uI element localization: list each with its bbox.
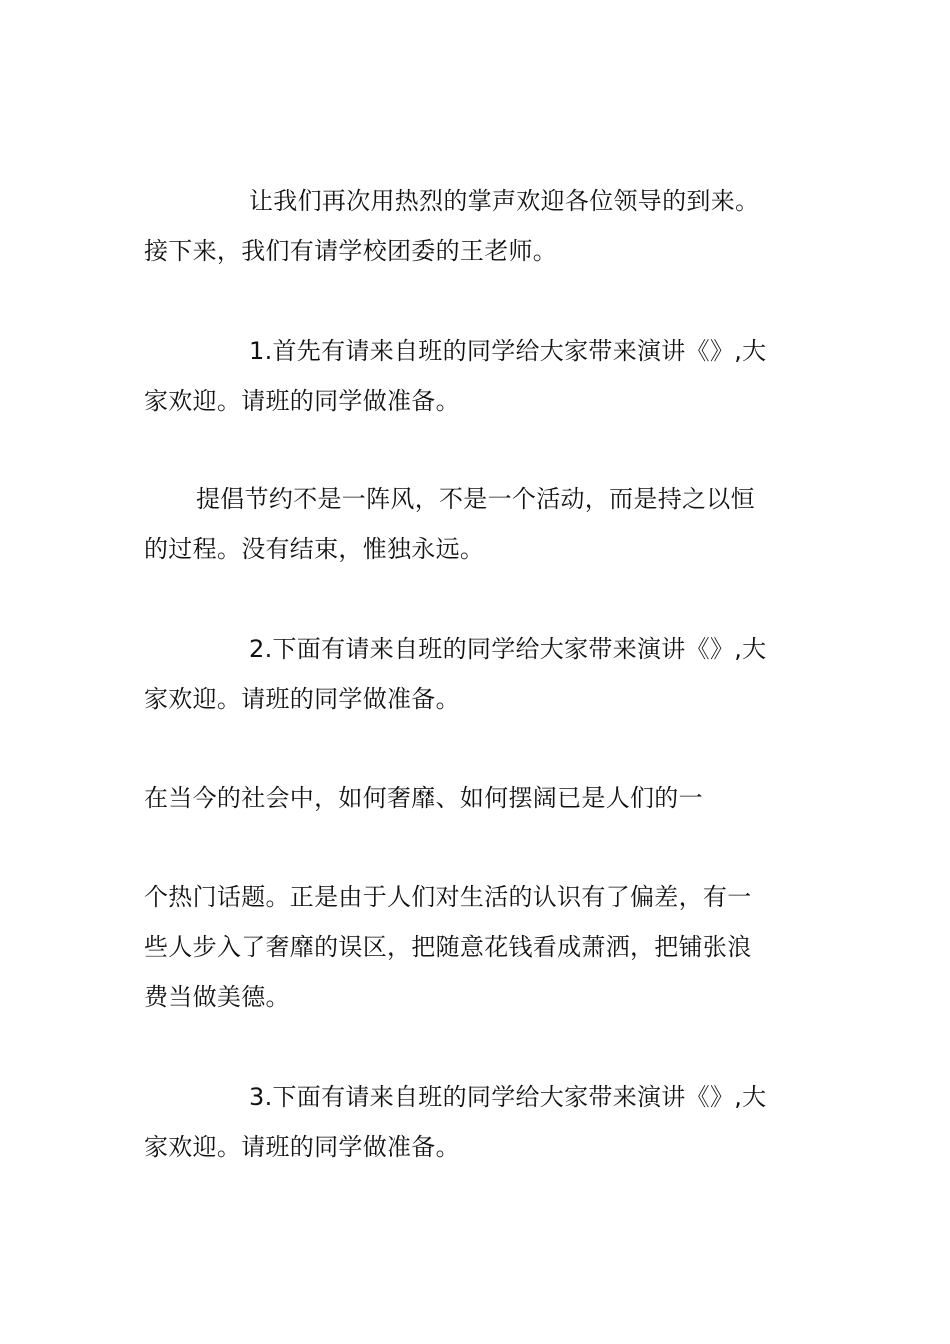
paragraph-6-line-2: 些人步入了奢靡的误区，把随意花钱看成萧洒，把铺张浪 [144, 933, 752, 961]
paragraph-4-line-1: 2.下面有请来自班的同学给大家带来演讲《》,大 [249, 635, 767, 663]
paragraph-7-line-2: 家欢迎。请班的同学做准备。 [144, 1133, 460, 1161]
paragraph-4-line-2: 家欢迎。请班的同学做准备。 [144, 685, 460, 713]
paragraph-7-line-1: 3.下面有请来自班的同学给大家带来演讲《》,大 [249, 1083, 767, 1111]
paragraph-2-line-1: 1.首先有请来自班的同学给大家带来演讲《》,大 [249, 337, 767, 365]
paragraph-3-line-1: 提倡节约不是一阵风，不是一个活动，而是持之以恒 [196, 485, 755, 513]
paragraph-5-line-1: 在当今的社会中，如何奢靡、如何摆阔已是人们的一 [144, 784, 703, 812]
paragraph-3-line-2: 的过程。没有结束，惟独永远。 [144, 535, 485, 563]
paragraph-6-line-3: 费当做美德。 [144, 983, 290, 1011]
paragraph-1-line-2: 接下来，我们有请学校团委的王老师。 [144, 237, 558, 265]
paragraph-2-line-2: 家欢迎。请班的同学做准备。 [144, 387, 460, 415]
paragraph-6-line-1: 个热门话题。正是由于人们对生活的认识有了偏差，有一 [144, 883, 752, 911]
paragraph-1-line-1: 让我们再次用热烈的掌声欢迎各位领导的到来。 [249, 187, 760, 215]
